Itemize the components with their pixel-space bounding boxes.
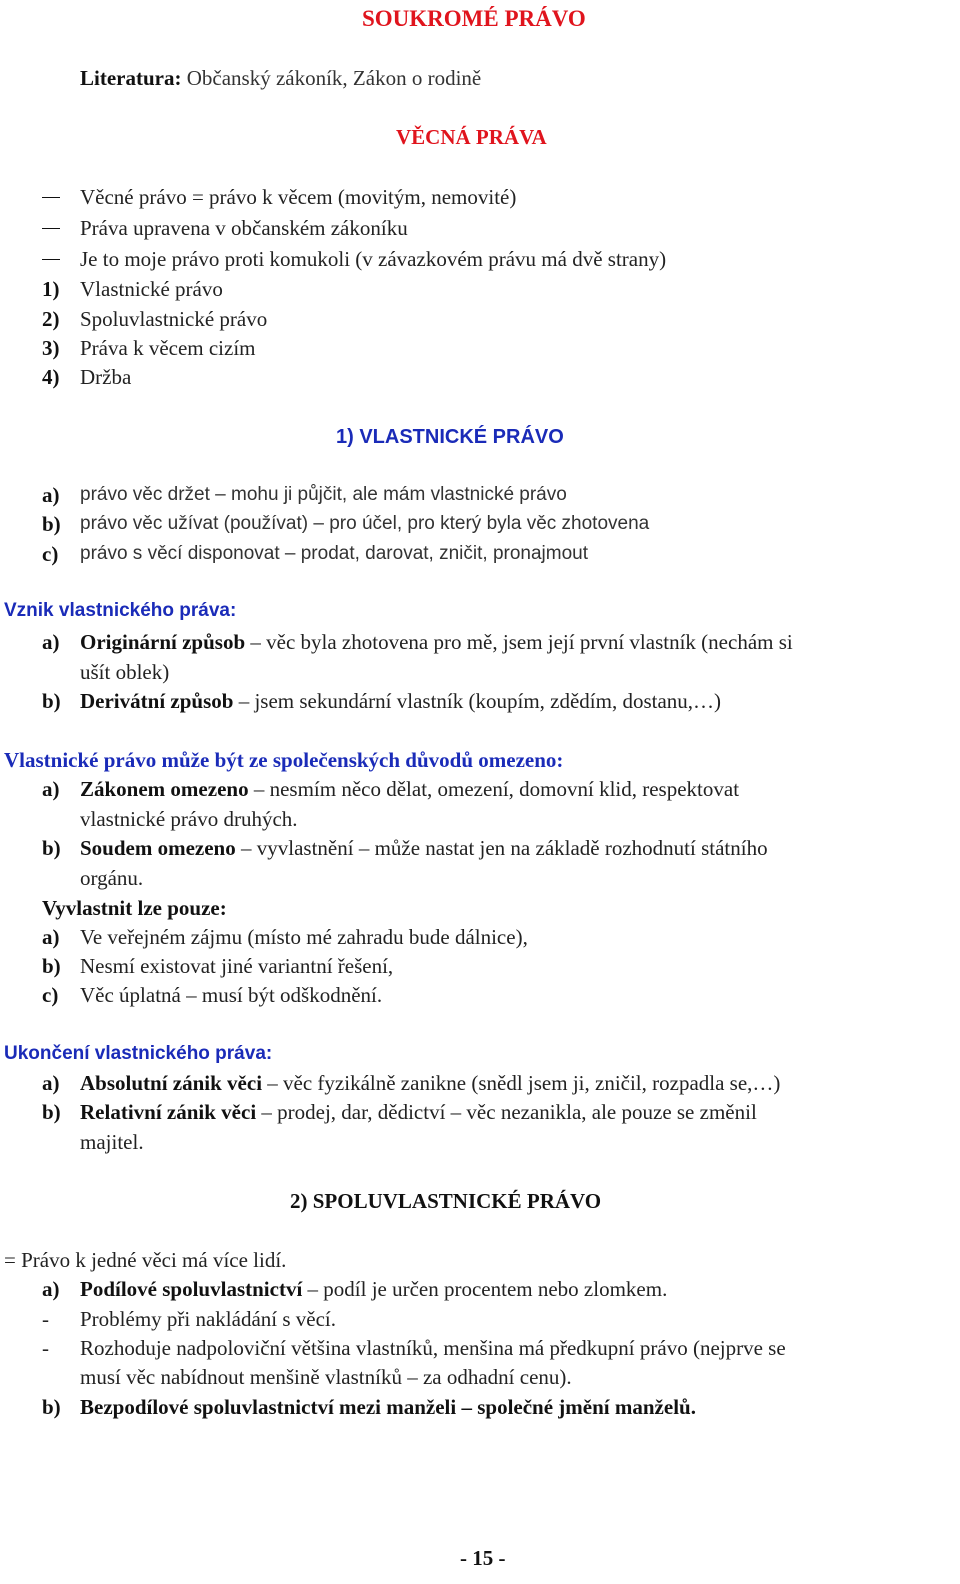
list-item: Je to moje právo proti komukoli (v závazkovém právu má dvě strany) [80, 247, 667, 271]
list-item: právo věc užívat (používat) – pro účel, pro který byla věc zhotovena [80, 513, 650, 534]
list-marker: 1) [42, 277, 60, 301]
list-marker: a) [42, 483, 60, 507]
list-item [80, 835, 768, 861]
list-item: Ve veřejném zájmu (místo mé zahradu bude dálnice), [80, 925, 528, 949]
list-item: Práva k věcem cizím [80, 336, 256, 360]
list-marker: 3) [42, 336, 60, 360]
section-heading-spoluvlastnicke-pravo: 2) SPOLUVLASTNICKÉ PRÁVO [290, 1189, 602, 1213]
list-item: právo s věcí disponovat – prodat, darovat, zničit, pronajmout [80, 543, 588, 564]
page-title: SOUKROMÉ PRÁVO [362, 6, 586, 31]
definition: – podíl je určen procentem nebo zlomkem. [302, 1277, 668, 1301]
term: Zákonem omezeno [80, 777, 249, 801]
list-marker: a) [42, 630, 60, 654]
list-item [80, 688, 721, 714]
list-marker: c) [42, 983, 59, 1007]
list-item: Věc úplatná – musí být odškodnění. [80, 983, 383, 1007]
term: Absolutní zánik věci [80, 1071, 263, 1095]
list-item: Práva upravena v občanském zákoníku [80, 216, 408, 240]
list-item: Rozhoduje nadpoloviční většina vlastníků, menšina má předkupní právo (nejprve se [80, 1336, 786, 1360]
list-item [80, 1070, 780, 1096]
list-item-continuation: orgánu. [80, 866, 144, 890]
list-item [80, 776, 739, 802]
list-item: Spoluvlastnické právo [80, 307, 268, 331]
definition: – vyvlastnění – může nastat jen na základě rozhodnutí státního [235, 836, 768, 860]
list-item-continuation: ušít oblek) [80, 660, 170, 684]
list-item-continuation: vlastnické právo druhých. [80, 807, 298, 831]
list-marker: 4) [42, 365, 60, 389]
definition: – prodej, dar, dědictví – věc nezanikla, ale pouze se změnil [256, 1100, 757, 1124]
term: Originární způsob [80, 630, 246, 654]
list-item: Držba [80, 365, 132, 389]
list-item: Problémy při nakládání s věcí. [80, 1307, 337, 1331]
list-item [80, 629, 793, 655]
term: Relativní zánik věci [80, 1100, 257, 1124]
term: Soudem omezeno [80, 836, 236, 860]
list-item: Vlastnické právo [80, 277, 223, 301]
intro-line: = Právo k jedné věci má více lidí. [4, 1248, 287, 1272]
literature-label: Literatura: [80, 66, 182, 90]
literature-line [80, 65, 481, 91]
list-item [80, 1099, 757, 1125]
list-marker: b) [42, 1395, 61, 1419]
definition: – jsem sekundární vlastník (koupím, zdědím, dostanu,…) [233, 689, 722, 713]
subheading-ukonceni: Ukončení vlastnického práva: [4, 1043, 273, 1064]
list-marker: a) [42, 925, 60, 949]
subheading-omezeni: Vlastnické právo může být ze společenských důvodů omezeno: [4, 748, 564, 772]
page-number: - 15 - [460, 1546, 506, 1570]
list-marker: - [42, 1307, 49, 1331]
list-marker: a) [42, 1071, 60, 1095]
list-item: právo věc držet – mohu ji půjčit, ale mám vlastnické právo [80, 484, 567, 505]
list-item: Nesmí existovat jiné variantní řešení, [80, 954, 394, 978]
list-item: Bezpodílové spoluvlastnictví mezi manželi – společné jmění manželů. [80, 1395, 696, 1419]
list-marker: 2) [42, 307, 60, 331]
section-heading-vlastnicke-pravo: 1) VLASTNICKÉ PRÁVO [336, 426, 564, 448]
section-heading-vecna-prava: VĚCNÁ PRÁVA [396, 125, 547, 149]
definition: – věc byla zhotovena pro mě, jsem její první vlastník (nechám si [245, 630, 793, 654]
subheading-vyvlastnit: Vyvlastnit lze pouze: [42, 896, 227, 920]
dash-bullet-icon [42, 259, 60, 260]
subheading-vznik: Vznik vlastnického práva: [4, 600, 237, 621]
list-marker: c) [42, 542, 59, 566]
list-item-continuation: majitel. [80, 1130, 144, 1154]
definition: – věc fyzikálně zanikne (snědl jsem ji, zničil, rozpadla se,…) [262, 1071, 781, 1095]
list-item-continuation: musí věc nabídnout menšině vlastníků – za odhadní cenu). [80, 1365, 572, 1389]
list-marker: b) [42, 836, 61, 860]
list-marker: b) [42, 512, 61, 536]
definition: – nesmím něco dělat, omezení, domovní klid, respektovat [248, 777, 740, 801]
dash-bullet-icon [42, 197, 60, 198]
literature-text: Občanský zákoník, Zákon o rodině [186, 66, 482, 90]
list-marker: a) [42, 777, 60, 801]
list-marker: - [42, 1336, 49, 1360]
list-item: Věcné právo = právo k věcem (movitým, nemovité) [80, 185, 517, 209]
list-marker: b) [42, 689, 61, 713]
list-marker: b) [42, 954, 61, 978]
list-marker: b) [42, 1100, 61, 1124]
term: Derivátní způsob [80, 689, 234, 713]
list-item [80, 1276, 667, 1302]
dash-bullet-icon [42, 228, 60, 229]
list-marker: a) [42, 1277, 60, 1301]
term: Podílové spoluvlastnictví [80, 1277, 303, 1301]
